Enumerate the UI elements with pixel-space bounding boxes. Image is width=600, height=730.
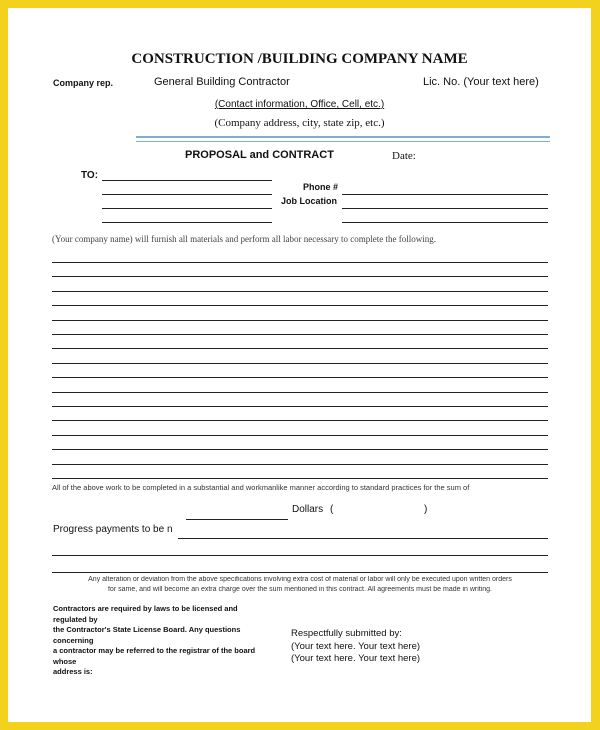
job-location-field-line[interactable] bbox=[342, 222, 548, 223]
company-rep-label: Company rep. bbox=[53, 78, 114, 88]
to-field-line[interactable] bbox=[102, 222, 272, 223]
work-description-line[interactable] bbox=[52, 334, 548, 335]
contact-info: (Contact information, Office, Cell, etc.) bbox=[214, 99, 385, 110]
furnish-statement: (Your company name) will furnish all materials and perform all labor necessary to complete the following. bbox=[52, 234, 436, 244]
to-field-line[interactable] bbox=[102, 208, 272, 209]
work-description-line[interactable] bbox=[52, 464, 548, 465]
to-field-line[interactable] bbox=[102, 194, 272, 195]
progress-payments-line[interactable] bbox=[52, 572, 548, 573]
dollars-paren-open: ( bbox=[330, 504, 334, 515]
date-label: Date: bbox=[392, 150, 416, 162]
progress-payments-line[interactable] bbox=[52, 555, 548, 556]
submitted-by-label: Respectfully submitted by: bbox=[291, 628, 402, 639]
submitted-by-line: (Your text here. Your text here) bbox=[291, 640, 421, 652]
alteration-clause-line2: for same, and will become an extra charge over the sum mentioned in this contract. All agreements must be made in writing. bbox=[107, 586, 493, 593]
submitted-by-line: (Your text here. Your text here) bbox=[291, 653, 421, 664]
dollars-label: Dollars bbox=[292, 504, 324, 515]
to-label: TO: bbox=[81, 170, 99, 181]
work-description-line[interactable] bbox=[52, 478, 548, 479]
proposal-title: PROPOSAL and CONTRACT bbox=[185, 149, 334, 161]
phone-field-line[interactable] bbox=[342, 194, 548, 195]
work-description-line[interactable] bbox=[52, 435, 548, 436]
job-location-label: Job Location bbox=[281, 196, 337, 206]
license-number: Lic. No. (Your text here) bbox=[423, 76, 539, 88]
company-address: (Company address, city, state zip, etc.) bbox=[214, 117, 385, 129]
work-description-line[interactable] bbox=[52, 420, 548, 421]
work-description-line[interactable] bbox=[52, 377, 548, 378]
job-location-field-line[interactable] bbox=[342, 208, 548, 209]
work-description-line[interactable] bbox=[52, 406, 548, 407]
dollars-paren-close: ) bbox=[424, 504, 428, 515]
to-field-line[interactable] bbox=[102, 180, 272, 181]
license-notice-line: concerning bbox=[53, 635, 94, 645]
alteration-clause-line1: Any alteration or deviation from the above specifications involving extra cost of material or labor will only be executed upon written orders bbox=[88, 576, 512, 583]
phone-label: Phone # bbox=[303, 182, 339, 192]
license-notice-line: the Contractor's State License Board. Any questions bbox=[53, 625, 241, 634]
contract-page bbox=[8, 8, 591, 722]
divider-rule bbox=[136, 136, 550, 138]
contractor-type: General Building Contractor bbox=[154, 76, 290, 88]
sum-field-line[interactable] bbox=[186, 519, 288, 520]
progress-payments-label: Progress payments to be n bbox=[53, 524, 173, 535]
license-notice-line: address is: bbox=[53, 667, 93, 676]
license-notice-line: Contractors are required by laws to be licensed and bbox=[53, 604, 238, 613]
divider-rule bbox=[136, 141, 550, 142]
work-description-line[interactable] bbox=[52, 291, 548, 292]
work-description-line[interactable] bbox=[52, 348, 548, 349]
work-description-line[interactable] bbox=[52, 392, 548, 393]
work-description-line[interactable] bbox=[52, 276, 548, 277]
work-description-line[interactable] bbox=[52, 320, 548, 321]
work-description-line[interactable] bbox=[52, 449, 548, 450]
license-notice-line: regulated by bbox=[53, 614, 98, 624]
work-description-line[interactable] bbox=[52, 262, 548, 263]
license-notice-line: whose bbox=[53, 656, 77, 666]
work-description-line[interactable] bbox=[52, 363, 548, 364]
company-name-title: CONSTRUCTION /BUILDING COMPANY NAME bbox=[131, 51, 468, 67]
progress-payments-line[interactable] bbox=[178, 538, 548, 539]
license-notice bbox=[53, 604, 255, 678]
completion-statement: All of the above work to be completed in a substantial and workmanlike manner according to standard practices for the sum of bbox=[52, 483, 470, 492]
work-description-line[interactable] bbox=[52, 305, 548, 306]
license-notice-line: a contractor may be referred to the registrar of the board bbox=[53, 646, 256, 655]
submitted-by bbox=[291, 628, 420, 666]
